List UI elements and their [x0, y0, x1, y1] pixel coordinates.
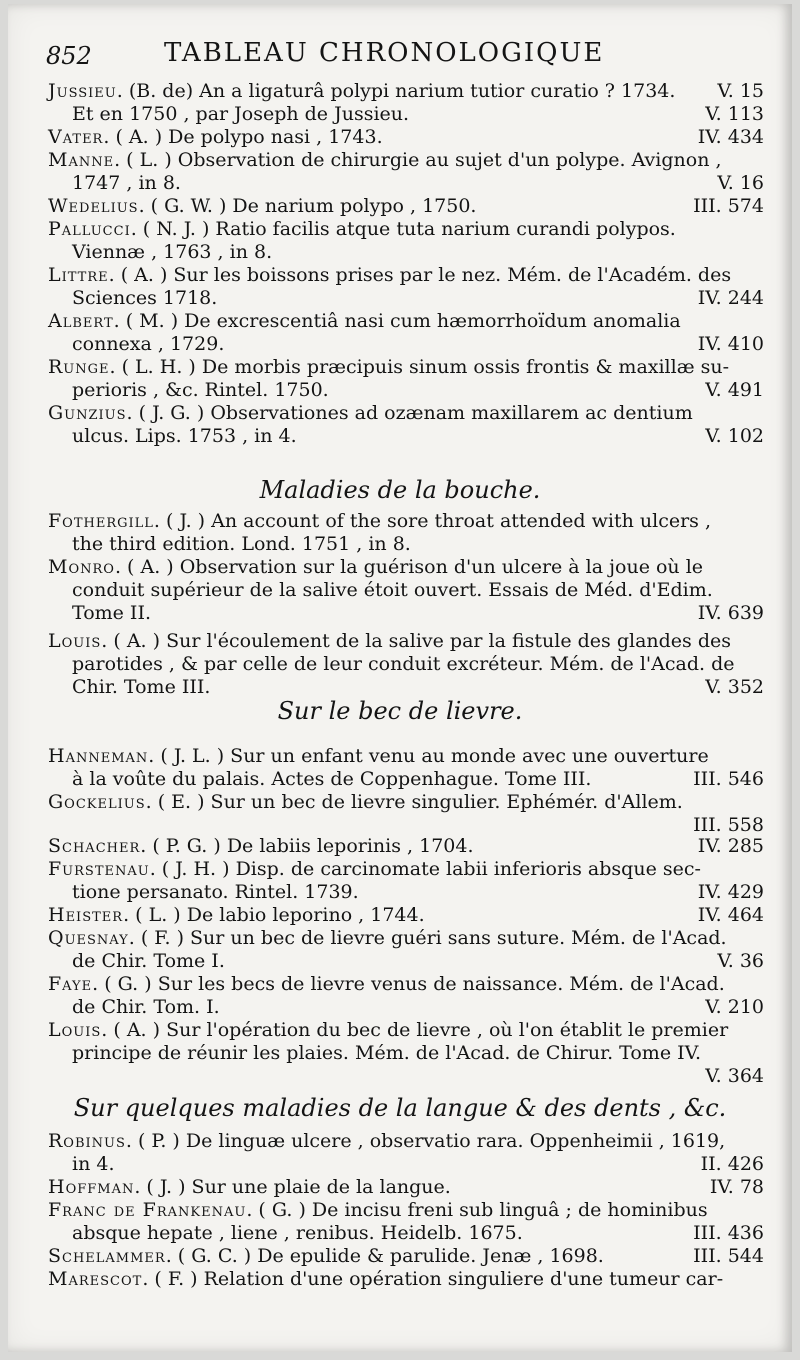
- entry-author: Wedelius: [48, 195, 139, 217]
- entry-continuation-text: absque hepate , liene , renibus. Heidelb. 1675.: [72, 1222, 523, 1244]
- entry-text: [48, 630, 731, 653]
- entry-first-line: [48, 745, 768, 768]
- entry-author: Schelammer: [48, 1245, 166, 1267]
- volume-reference: V. 491: [705, 379, 764, 401]
- entry-author: Franc de Frankenau: [48, 1199, 247, 1221]
- page-body: [8, 4, 792, 1352]
- entry-author: Quesnay: [48, 927, 129, 949]
- entry-author: Pallucci: [48, 218, 131, 240]
- entry-description: . ( J. G. ) Observationes ad ozænam maxillarem ac dentium: [126, 402, 693, 424]
- entry-continuation-text: the third edition. Lond. 1751 , in 8.: [72, 533, 411, 555]
- volume-reference: IV. 464: [697, 904, 764, 926]
- volume-reference: V. 113: [705, 103, 764, 125]
- entry-continuation: [48, 602, 768, 625]
- entry-text: [48, 264, 731, 287]
- entry-first-line: [48, 510, 768, 533]
- entry-continuation: [48, 287, 768, 310]
- entry-author: Louis: [48, 630, 102, 652]
- entry-description: . ( G. C. ) De epulide & parulide. Jenæ , 1698.: [165, 1245, 604, 1267]
- entry-continuation: [48, 1042, 768, 1065]
- entry-first-line: [48, 1176, 768, 1199]
- entry-continuation-text: principe de réunir les plaies. Mém. de l'Acad. de Chirur. Tome IV.: [72, 1042, 702, 1064]
- entry-continuation-text: ulcus. Lips. 1753 , in 4.: [72, 425, 297, 447]
- bibliography-entry: [48, 80, 768, 126]
- entry-continuation: [48, 1153, 768, 1176]
- entry-continuation: [48, 676, 768, 699]
- volume-reference: III. 558: [693, 814, 764, 836]
- entry-author: Vater: [48, 126, 104, 148]
- entry-description: . ( J. L. ) Sur un enfant venu au monde avec une ouverture: [148, 745, 709, 767]
- bibliography-entry: [48, 356, 768, 402]
- entry-first-line: [48, 904, 768, 927]
- entry-author: Schacher: [48, 835, 141, 857]
- entry-continuation: [48, 814, 768, 837]
- entry-text: [48, 80, 675, 103]
- entry-description: . ( A. ) Sur l'opération du bec de lievre , où l'on établit le premier: [101, 1019, 729, 1041]
- volume-reference: III. 574: [693, 195, 764, 217]
- entry-author: Monro: [48, 556, 115, 578]
- entry-continuation-text: Chir. Tome III.: [72, 676, 211, 698]
- volume-reference: V. 15: [717, 80, 764, 102]
- entry-text: [48, 791, 683, 814]
- entry-continuation-text: de Chir. Tome I.: [72, 950, 225, 972]
- entry-continuation-text: Et en 1750 , par Joseph de Jussieu.: [72, 103, 410, 125]
- entry-text: [48, 1019, 728, 1042]
- entry-continuation: [48, 103, 768, 126]
- bibliography-entry: [48, 835, 768, 858]
- entry-continuation-text: conduit supérieur de la salive étoit ouvert. Essais de Méd. d'Edim.: [72, 579, 713, 601]
- entry-first-line: [48, 927, 768, 950]
- page-number: 852: [46, 42, 92, 70]
- bibliography-entry: [48, 791, 768, 837]
- entry-first-line: [48, 1130, 768, 1153]
- entry-text: [48, 510, 711, 533]
- entry-description: . ( G. ) Sur les becs de lievre venus de naissance. Mém. de l'Acad.: [92, 973, 725, 995]
- bibliography-entry: [48, 195, 768, 218]
- bibliography-entry: [48, 927, 768, 973]
- section-heading: Maladies de la bouche.: [259, 476, 541, 504]
- bibliography-entry: [48, 218, 768, 264]
- bibliography-entry: [48, 556, 768, 625]
- bibliography-entry: [48, 149, 768, 195]
- entry-first-line: [48, 264, 768, 287]
- entry-first-line: [48, 1268, 768, 1291]
- entry-text: [48, 218, 676, 241]
- entry-continuation: [48, 425, 768, 448]
- entry-description: . (B. de) An a ligaturâ polypi narium tutior curatio ? 1734.: [116, 80, 676, 102]
- entry-author: Gockelius: [48, 791, 146, 813]
- entry-text: [48, 149, 722, 172]
- running-title: TABLEAU CHRONOLOGIQUE: [164, 38, 605, 68]
- entry-author: Jussieu: [48, 80, 117, 102]
- entry-continuation: [48, 1065, 768, 1088]
- entry-author: Faye: [48, 973, 93, 995]
- bibliography-entry: [48, 1268, 768, 1291]
- volume-reference: V. 16: [717, 172, 764, 194]
- entry-continuation-text: à la voûte du palais. Actes de Coppenhague. Tome III.: [72, 768, 592, 790]
- entry-description: . ( P. G. ) De labiis leporinis , 1704.: [140, 835, 474, 857]
- entry-description: . ( A. ) Observation sur la guérison d'un ulcere à la joue où le: [114, 556, 704, 578]
- entry-continuation-text: connexa , 1729.: [72, 333, 225, 355]
- entry-description: . ( J. H. ) Disp. de carcinomate labii inferioris absque sec-: [149, 858, 701, 880]
- entry-first-line: [48, 835, 768, 858]
- bibliography-entry: [48, 904, 768, 927]
- volume-reference: IV. 78: [709, 1176, 764, 1198]
- entry-author: Manne: [48, 149, 115, 171]
- entry-description: . ( L. ) De labio leporino , 1744.: [123, 904, 425, 926]
- entry-author: Marescot: [48, 1268, 143, 1290]
- entry-first-line: [48, 126, 768, 149]
- volume-reference: IV. 429: [697, 881, 764, 903]
- entry-continuation-text: Viennæ , 1763 , in 8.: [72, 241, 273, 263]
- entry-continuation-text: de Chir. Tom. I.: [72, 996, 220, 1018]
- bibliography-entry: [48, 510, 768, 556]
- entry-first-line: [48, 1199, 768, 1222]
- entry-author: Hoffman: [48, 1176, 135, 1198]
- entry-description: . ( E. ) Sur un bec de lievre singulier. Ephémér. d'Allem.: [145, 791, 683, 813]
- entry-continuation: [48, 172, 768, 195]
- bibliography-entry: [48, 973, 768, 1019]
- entry-continuation: [48, 768, 768, 791]
- entry-text: [48, 1245, 604, 1268]
- entry-text: [48, 927, 727, 950]
- entry-first-line: [48, 80, 768, 103]
- bibliography-entry: [48, 630, 768, 699]
- entry-author: Louis: [48, 1019, 102, 1041]
- entry-text: [48, 126, 383, 149]
- entry-text: [48, 310, 681, 333]
- entry-description: . ( G. ) De incisu freni sub linguâ ; de hominibus: [246, 1199, 708, 1221]
- volume-reference: III. 436: [693, 1222, 764, 1244]
- entry-first-line: [48, 218, 768, 241]
- entry-continuation: [48, 996, 768, 1019]
- entry-continuation-text: Tome II.: [72, 602, 151, 624]
- bibliography-entry: [48, 402, 768, 448]
- entry-first-line: [48, 630, 768, 653]
- entry-first-line: [48, 356, 768, 379]
- entry-author: Gunzius: [48, 402, 127, 424]
- entry-description: . ( J. ) An account of the sore throat attended with ulcers ,: [153, 510, 711, 532]
- entry-author: Robinus: [48, 1130, 126, 1152]
- entry-description: . ( L. H. ) De morbis præcipuis sinum ossis frontis & maxillæ su-: [109, 356, 730, 378]
- entry-description: . ( A. ) Sur les boissons prises par le nez. Mém. de l'Académ. des: [108, 264, 732, 286]
- entry-description: . ( A. ) Sur l'écoulement de la salive par la fistule des glandes des: [101, 630, 731, 652]
- volume-reference: IV. 434: [697, 126, 764, 148]
- bibliography-entry: [48, 1019, 768, 1088]
- entry-text: [48, 402, 693, 425]
- entry-text: [48, 1199, 708, 1222]
- volume-reference: III. 546: [693, 768, 764, 790]
- entry-continuation: [48, 333, 768, 356]
- entry-continuation: [48, 1222, 768, 1245]
- volume-reference: V. 102: [705, 425, 764, 447]
- bibliography-entry: [48, 1245, 768, 1268]
- entry-first-line: [48, 310, 768, 333]
- volume-reference: V. 352: [705, 676, 764, 698]
- entry-continuation-text: Sciences 1718.: [72, 287, 218, 309]
- volume-reference: V. 210: [705, 996, 764, 1018]
- entry-continuation-text: perioris , &c. Rintel. 1750.: [72, 379, 329, 401]
- bibliography-entry: [48, 745, 768, 791]
- entry-text: [48, 973, 725, 996]
- entry-first-line: [48, 149, 768, 172]
- entry-author: Runge: [48, 356, 110, 378]
- volume-reference: V. 36: [717, 950, 764, 972]
- volume-reference: IV. 410: [697, 333, 764, 355]
- entry-continuation: [48, 533, 768, 556]
- entry-author: Heister: [48, 904, 124, 926]
- volume-reference: II. 426: [700, 1153, 764, 1175]
- volume-reference: III. 544: [693, 1245, 764, 1267]
- entry-text: [48, 858, 701, 881]
- entry-continuation: [48, 379, 768, 402]
- bibliography-entry: [48, 1199, 768, 1245]
- entry-description: . ( J. ) Sur une plaie de la langue.: [134, 1176, 451, 1198]
- entry-author: Albert: [48, 310, 114, 332]
- entry-continuation: [48, 241, 768, 264]
- entry-continuation: [48, 950, 768, 973]
- entry-description: . ( L. ) Observation de chirurgie au sujet d'un polype. Avignon ,: [114, 149, 722, 171]
- entry-continuation: [48, 653, 768, 676]
- entry-continuation-text: tione persanato. Rintel. 1739.: [72, 881, 359, 903]
- entry-continuation: [48, 881, 768, 904]
- entry-description: . ( G. W. ) De narium polypo , 1750.: [138, 195, 477, 217]
- entry-author: Fothergill: [48, 510, 154, 532]
- entry-continuation-text: 1747 , in 8.: [72, 172, 181, 194]
- entry-text: [48, 356, 729, 379]
- entry-first-line: [48, 1245, 768, 1268]
- entry-text: [48, 195, 476, 218]
- section-heading: Sur quelques maladies de la langue & des dents , &c.: [73, 1094, 727, 1122]
- entry-continuation: [48, 579, 768, 602]
- bibliography-entry: [48, 1130, 768, 1176]
- entry-first-line: [48, 791, 768, 814]
- entry-text: [48, 556, 703, 579]
- entry-description: . ( M. ) De excrescentiâ nasi cum hæmorrhoïdum anomalia: [113, 310, 681, 332]
- bibliography-entry: [48, 310, 768, 356]
- bibliography-entry: [48, 126, 768, 149]
- entry-first-line: [48, 858, 768, 881]
- entry-author: Hanneman: [48, 745, 149, 767]
- entry-first-line: [48, 195, 768, 218]
- entry-description: . ( A. ) De polypo nasi , 1743.: [103, 126, 383, 148]
- entry-first-line: [48, 1019, 768, 1042]
- entry-continuation-text: parotides , & par celle de leur conduit excréteur. Mém. de l'Acad. de: [72, 653, 735, 675]
- entry-text: [48, 1268, 723, 1291]
- entry-description: . ( P. ) De linguæ ulcere , observatio rara. Oppenheimii , 1619,: [125, 1130, 726, 1152]
- entry-description: . ( N. J. ) Ratio facilis atque tuta narium curandi polypos.: [130, 218, 676, 240]
- bibliography-entry: [48, 1176, 768, 1199]
- entry-first-line: [48, 973, 768, 996]
- bibliography-entry: [48, 858, 768, 904]
- entry-text: [48, 745, 709, 768]
- volume-reference: V. 364: [705, 1065, 764, 1087]
- entry-continuation-text: in 4.: [72, 1153, 115, 1175]
- book-page: [8, 4, 792, 1352]
- volume-reference: IV. 244: [697, 287, 764, 309]
- entry-first-line: [48, 556, 768, 579]
- entry-text: [48, 1130, 725, 1153]
- entry-text: [48, 1176, 451, 1199]
- entry-text: [48, 904, 425, 927]
- entry-description: . ( F. ) Sur un bec de lievre guéri sans suture. Mém. de l'Acad.: [128, 927, 727, 949]
- volume-reference: IV. 285: [697, 835, 764, 857]
- entry-author: Littre: [48, 264, 109, 286]
- volume-reference: IV. 639: [697, 602, 764, 624]
- bibliography-entry: [48, 264, 768, 310]
- section-heading: Sur le bec de lievre.: [277, 697, 523, 725]
- entry-author: Furstenau: [48, 858, 150, 880]
- entry-first-line: [48, 402, 768, 425]
- entry-description: . ( F. ) Relation d'une opération singuliere d'une tumeur car-: [142, 1268, 724, 1290]
- entry-text: [48, 835, 474, 858]
